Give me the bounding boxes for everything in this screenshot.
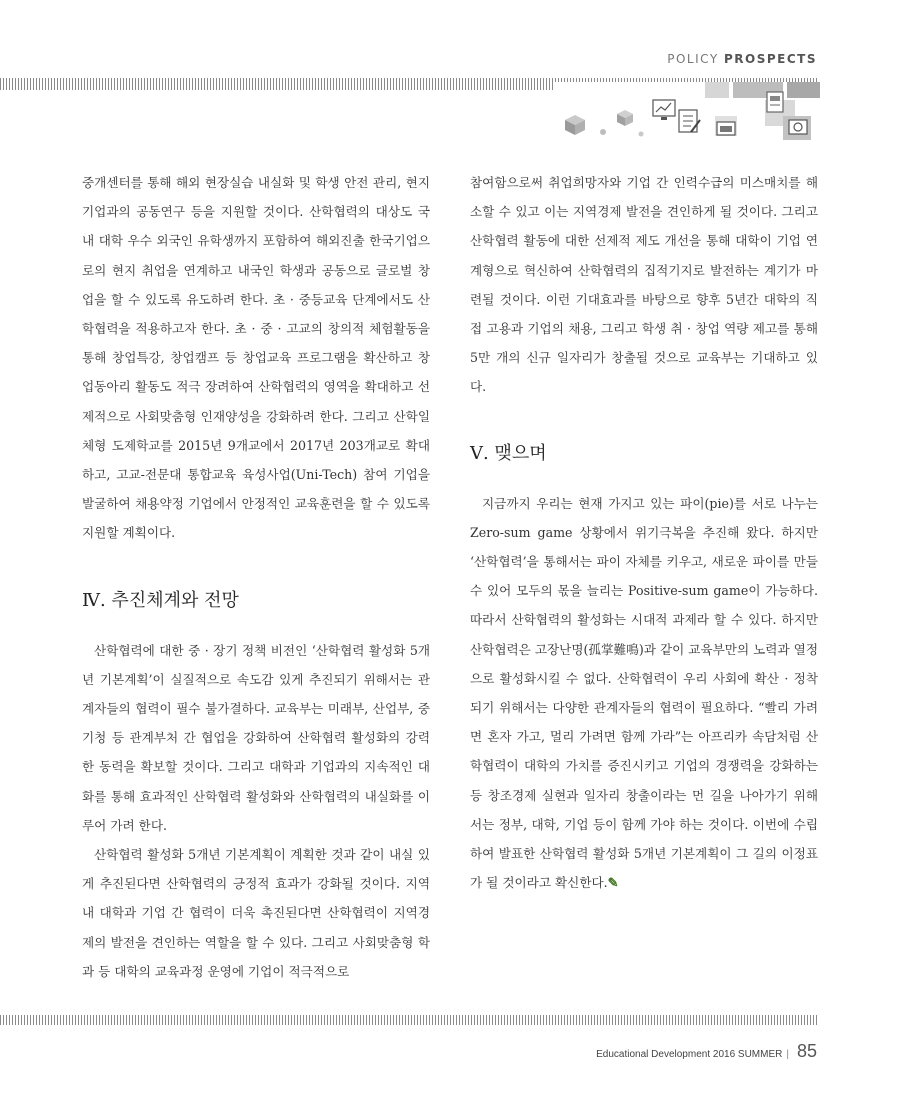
section-heading-v: Ⅴ. 맺으며 xyxy=(470,442,547,464)
page-footer xyxy=(596,1042,817,1060)
section-label-bold: PROSPECTS xyxy=(723,52,817,66)
document-icon xyxy=(767,92,783,112)
section-label-light: POLICY xyxy=(667,52,719,66)
section-heading-iv: Ⅳ. 추진체계와 전망 xyxy=(82,589,239,611)
closing-text: 지금까지 우리는 현재 가지고 있는 파이(pie)를 서로 나누는 Zero-sum game 상황에서 위기극복을 추진해 왔다. 하지만 ‘산학협력’을 통해서는 파이 자체를 키우고, 새로운 파이를 만들 수 있어 모두의 몫을 늘리는 Positive-sum game이 가능하다. 따라서 산학협력의 활성화는 시대적 과제라 할 수 있다. 하지만 산학협력은 고장난명(孤掌難鳴)과 같이 교육부만의 노력과 열정으로 활성화시킬 수 없다. 산학협력이 우리 사회에 확산 · 정착되기 위해서는 다양한 관계자들의 협력이 필요하다. “빨리 가려면 혼자 가고, 멀리 가려면 함께 가라”는 아프리카 속담처럼 산학협력이 대학의 가치를 증진시키고 기업의 경쟁력을 강화하는 등 창조경제 실현과 일자리 창출이라는 먼 길을 나아가기 위해서는 정부, 대학, 기업 등이 함께 가야 하는 것이다. 이번에 수립하여 발표한 산학협력 활성화 5개년 기본계획이 그 길의 이정표가 될 것이라고 확신한다. xyxy=(470,495,818,891)
body-paragraph: 중개센터를 통해 해외 현장실습 내실화 및 학생 안전 관리, 현지기업과의 공동연구 등을 지원할 것이다. 산학협력의 대상도 국내 대학 우수 외국인 유학생까지 포함하여 해외진출 한국기업으로의 현지 취업을 연계하고 내국인 학생과 공동으로 글로벌 창업을 할 수 있도록 유도하려 한다. 초 · 중등교육 단계에서도 산학협력을 적용하고자 한다. 초 · 중 · 고교의 창의적 체험활동을 통해 창업특강, 창업캠프 등 창업교육 프로그램을 확산하고 창업동아리 활동도 적극 장려하여 산학협력의 영역을 확대하고 선제적으로 사회맞춤형 인재양성을 강화하려 한다. 그리고 산학일체형 도제학교를 2015년 9개교에서 2017년 203개교로 확대하고, 고교-전문대 통합교육 육성사업(Uni-Tech) 참여 기업을 발굴하여 채용약정 기업에서 안정적인 교육훈련을 할 수 있도록 지원할 계획이다. xyxy=(82,175,430,541)
camera-icon xyxy=(789,120,807,134)
publication-title: Educational Development 2016 SUMMER xyxy=(596,1049,783,1060)
left-column xyxy=(82,168,430,986)
body-paragraph: 산학협력 활성화 5개년 기본계획이 계획한 것과 같이 내실 있게 추진된다면 산학협력의 긍정적 효과가 강화될 것이다. 지역 내 대학과 기업 간 협력이 더욱 촉진된다면 산학협력이 지역경제의 발전을 견인하는 역할을 할 수 있다. 그리고 사회맞춤형 학과 등 대학의 교육과정 운영에 기업이 적극적으로 xyxy=(82,847,430,979)
body-paragraph-closing xyxy=(470,489,818,899)
footer-separator: | xyxy=(786,1049,789,1060)
page-number: 85 xyxy=(796,1041,817,1061)
end-mark-icon: ✎ xyxy=(607,876,619,892)
folder-icon xyxy=(717,122,735,135)
right-column xyxy=(470,168,818,898)
decorative-icon-strip xyxy=(555,82,820,150)
body-paragraph: 산학협력에 대한 중 · 장기 정책 비전인 ‘산학협력 활성화 5개년 기본계획’이 실질적으로 속도감 있게 추진되기 위해서는 관계자들의 협력이 필수 불가결하다. 교육부는 미래부, 산업부, 중기청 등 관계부처 간 협업을 강화하여 산학협력 활성화의 강력한 동력을 확보할 것이다. 그리고 대학과 기업과의 지속적인 대화를 통해 효과적인 산학협력 활성화와 산학협력의 내실화를 이루어 가려 한다. xyxy=(82,642,430,833)
bottom-striped-rule xyxy=(0,1015,818,1025)
section-label xyxy=(667,52,817,66)
checklist-icon xyxy=(679,110,700,132)
body-paragraph: 참여함으로써 취업희망자와 기업 간 인력수급의 미스매치를 해소할 수 있고 이는 지역경제 발전을 견인하게 될 것이다. 그리고 산학협력 활동에 대한 선제적 제도 개선을 통해 대학이 기업 연계형으로 혁신하여 산학협력의 집적기지로 발전하는 계기가 마련될 것이다. 이런 기대효과를 바탕으로 향후 5년간 대학의 직접 고용과 기업의 채용, 그리고 학생 취 · 창업 역량 제고를 통해 5만 개의 신규 일자리가 창출될 것으로 교육부는 기대하고 있다. xyxy=(470,175,818,395)
